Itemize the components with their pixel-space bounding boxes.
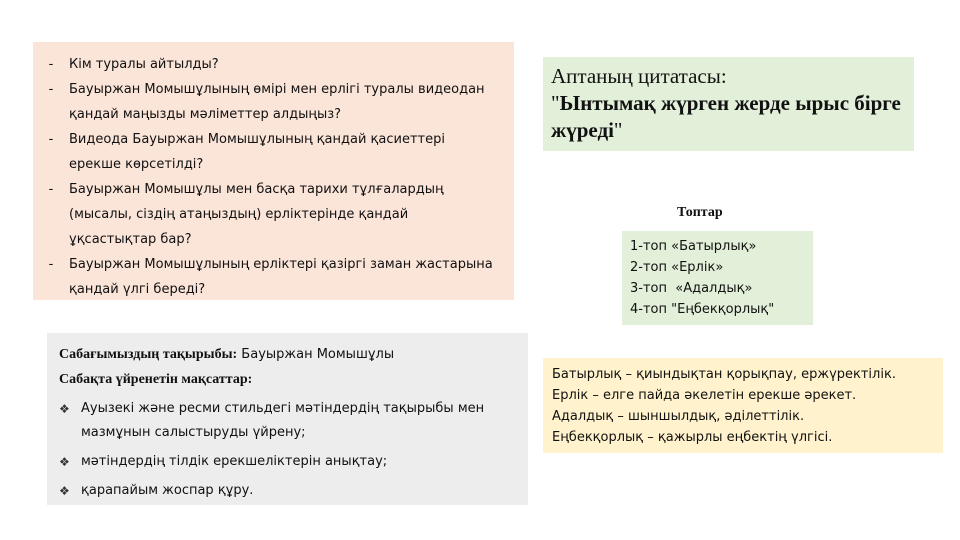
goal-item: ❖ қарапайым жоспар құру. — [59, 479, 516, 503]
quote-text: "Ынтымақ жүрген жерде ырыс бірге жүреді" — [551, 91, 901, 142]
groups-title: Топтар — [677, 205, 723, 220]
diamond-bullet-icon: ❖ — [59, 484, 70, 498]
definitions — [543, 358, 943, 453]
diamond-bullet-icon: ❖ — [59, 402, 70, 416]
definition-item: Еңбекқорлық – қажырлы еңбектің үлгісі. — [552, 430, 833, 445]
question-item: - Бауыржан Момышұлы мен басқа тарихи тұлғалардың (мысалы, сіздің атаңыздың) ерліктерінде қандай ұқсастықтар бар? — [48, 182, 444, 247]
question-item: - Видеода Бауыржан Момышұлының қандай қасиеттері ерекше көрсетілді? — [48, 132, 445, 172]
goal-item: ❖ мәтіндердің тілдік ерекшеліктерін анықтау; — [59, 450, 516, 474]
discussion-questions — [33, 42, 514, 300]
question-item: - Бауыржан Момышұлының ерліктері қазіргі заман жастарына қандай үлгі береді? — [48, 257, 493, 297]
definition-item: Батырлық – қиындықтан қорықпау, ержүректілік. — [552, 367, 896, 382]
group-item: 4-топ "Еңбекқорлық" — [630, 302, 775, 317]
definition-item: Ерлік – елге пайда әкелетін ерекше әрекет. — [552, 388, 857, 403]
question-item: - Бауыржан Момышұлының өмірі мен ерлігі туралы видеодан қандай маңызды мәліметтер алдыңыз? — [48, 82, 485, 122]
groups-list — [622, 231, 813, 325]
question-item: - Кім туралы айтылды? — [48, 57, 219, 72]
lesson-topic: Сабағымыздың тақырыбы: Бауыржан Момышұлы — [59, 347, 395, 362]
group-item: 2-топ «Ерлік» — [630, 260, 724, 275]
definition-item: Адалдық – шыншылдық, әділеттілік. — [552, 409, 805, 424]
weekly-quote — [543, 57, 914, 151]
group-item: 1-топ «Батырлық» — [630, 239, 757, 254]
diamond-bullet-icon: ❖ — [59, 455, 70, 469]
goal-item: ❖ Ауызекі және ресми стильдегі мәтіндердің тақырыбы мен мазмұнын салыстыруды үйрену; — [59, 397, 516, 445]
group-item: 3-топ «Адалдық» — [630, 281, 753, 296]
goals-heading: Сабақта үйренетін мақсаттар: — [59, 372, 253, 387]
lesson-goals — [47, 333, 528, 505]
quote-label: Аптаның цитатасы: — [551, 64, 727, 88]
